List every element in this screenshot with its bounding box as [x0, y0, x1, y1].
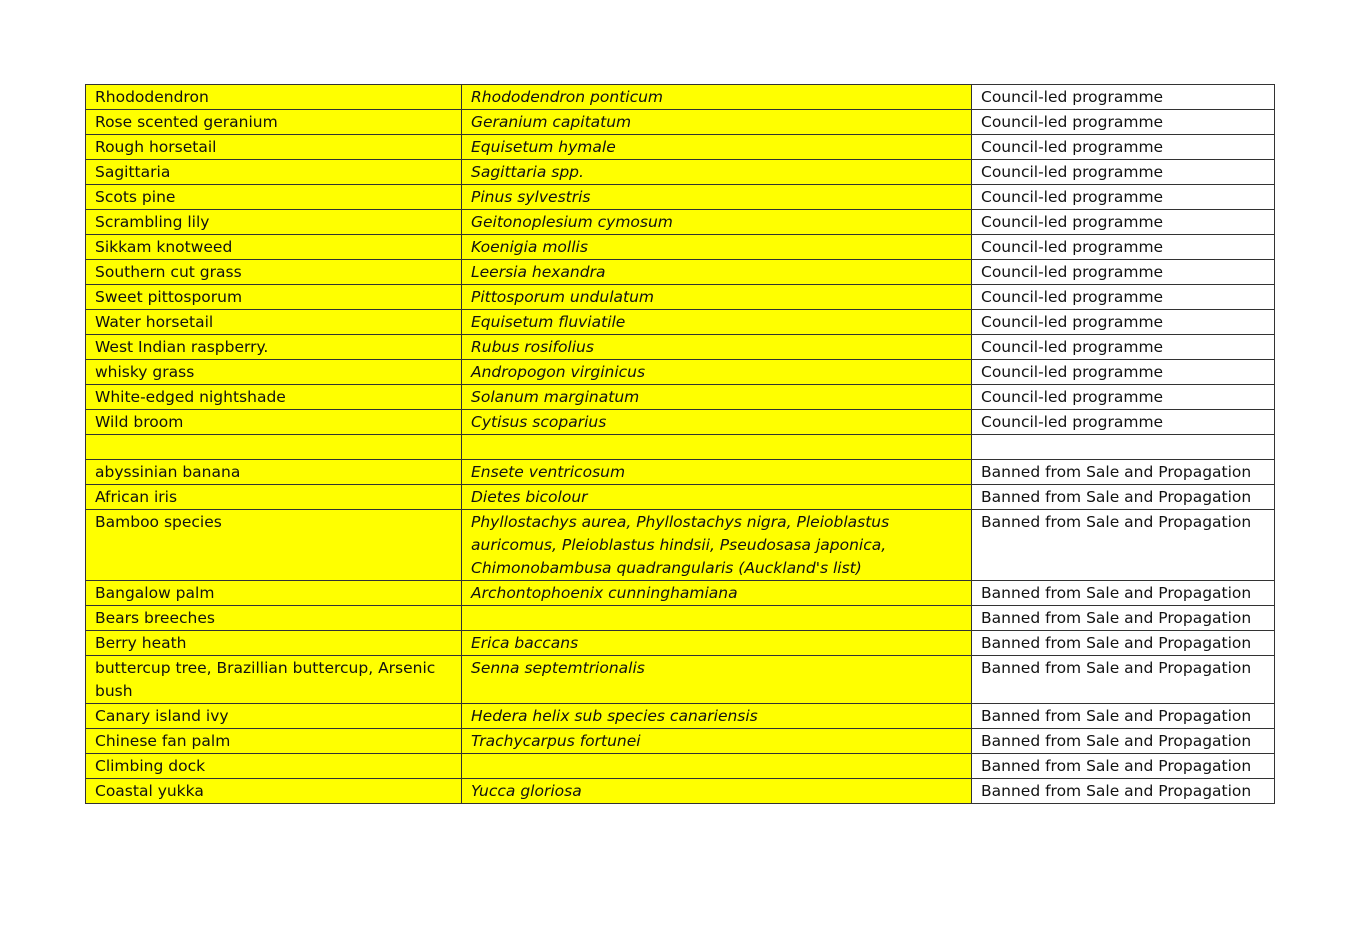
table-row	[86, 160, 1275, 185]
common-name-cell: Berry heath	[86, 631, 462, 656]
scientific-name-cell: Equisetum hymale	[462, 135, 972, 160]
common-name-cell: Sagittaria	[86, 160, 462, 185]
status-cell: Council-led programme	[972, 210, 1275, 235]
status-cell: Banned from Sale and Propagation	[972, 581, 1275, 606]
table-row	[86, 135, 1275, 160]
table-row	[86, 310, 1275, 335]
status-cell: Council-led programme	[972, 85, 1275, 110]
table-row	[86, 460, 1275, 485]
common-name-cell: whisky grass	[86, 360, 462, 385]
status-cell: Council-led programme	[972, 285, 1275, 310]
common-name-cell: abyssinian banana	[86, 460, 462, 485]
common-name-cell: Scrambling lily	[86, 210, 462, 235]
scientific-name-cell: Archontophoenix cunninghamiana	[462, 581, 972, 606]
scientific-name-cell: Ensete ventricosum	[462, 460, 972, 485]
common-name-cell: Sweet pittosporum	[86, 285, 462, 310]
scientific-name-cell: Erica baccans	[462, 631, 972, 656]
scientific-name-cell: Phyllostachys aurea, Phyllostachys nigra, Pleioblastus auricomus, Pleioblastus hindsii, Pseudosasa japonica, Chimonobambusa quadrangularis (Auckland's list)	[462, 510, 972, 581]
table-row	[86, 410, 1275, 435]
table-row	[86, 754, 1275, 779]
scientific-name-cell: Sagittaria spp.	[462, 160, 972, 185]
scientific-name-cell	[462, 435, 972, 460]
common-name-cell: White-edged nightshade	[86, 385, 462, 410]
scientific-name-cell	[462, 606, 972, 631]
status-cell: Council-led programme	[972, 335, 1275, 360]
common-name-cell: African iris	[86, 485, 462, 510]
status-cell: Council-led programme	[972, 310, 1275, 335]
scientific-name-cell: Dietes bicolour	[462, 485, 972, 510]
common-name-cell: Wild broom	[86, 410, 462, 435]
status-cell: Banned from Sale and Propagation	[972, 656, 1275, 704]
status-cell: Council-led programme	[972, 385, 1275, 410]
scientific-name-cell: Solanum marginatum	[462, 385, 972, 410]
table-row	[86, 779, 1275, 804]
status-cell: Banned from Sale and Propagation	[972, 460, 1275, 485]
table-row	[86, 285, 1275, 310]
scientific-name-cell: Cytisus scoparius	[462, 410, 972, 435]
scientific-name-cell: Trachycarpus fortunei	[462, 729, 972, 754]
status-cell: Council-led programme	[972, 260, 1275, 285]
table-row	[86, 110, 1275, 135]
common-name-cell: Scots pine	[86, 185, 462, 210]
scientific-name-cell: Leersia hexandra	[462, 260, 972, 285]
common-name-cell: Sikkam knotweed	[86, 235, 462, 260]
common-name-cell: Bamboo species	[86, 510, 462, 581]
common-name-cell: Rough horsetail	[86, 135, 462, 160]
status-cell: Council-led programme	[972, 185, 1275, 210]
table-row	[86, 335, 1275, 360]
scientific-name-cell: Senna septemtrionalis	[462, 656, 972, 704]
scientific-name-cell: Equisetum fluviatile	[462, 310, 972, 335]
scientific-name-cell: Andropogon virginicus	[462, 360, 972, 385]
table-row	[86, 435, 1275, 460]
status-cell: Banned from Sale and Propagation	[972, 606, 1275, 631]
table-row	[86, 235, 1275, 260]
plant-list-body	[86, 85, 1275, 804]
table-row	[86, 85, 1275, 110]
common-name-cell: Chinese fan palm	[86, 729, 462, 754]
status-cell: Banned from Sale and Propagation	[972, 631, 1275, 656]
status-cell: Banned from Sale and Propagation	[972, 704, 1275, 729]
scientific-name-cell: Hedera helix sub species canariensis	[462, 704, 972, 729]
table-row	[86, 185, 1275, 210]
table-row	[86, 704, 1275, 729]
common-name-cell: Southern cut grass	[86, 260, 462, 285]
table-row	[86, 210, 1275, 235]
table-row	[86, 260, 1275, 285]
common-name-cell: Coastal yukka	[86, 779, 462, 804]
table-row	[86, 656, 1275, 704]
scientific-name-cell: Rhododendron ponticum	[462, 85, 972, 110]
status-cell: Council-led programme	[972, 360, 1275, 385]
status-cell	[972, 435, 1275, 460]
table-row	[86, 606, 1275, 631]
common-name-cell: Canary island ivy	[86, 704, 462, 729]
scientific-name-cell: Pinus sylvestris	[462, 185, 972, 210]
table-row	[86, 581, 1275, 606]
common-name-cell: Bangalow palm	[86, 581, 462, 606]
status-cell: Banned from Sale and Propagation	[972, 510, 1275, 581]
scientific-name-cell: Geranium capitatum	[462, 110, 972, 135]
common-name-cell: West Indian raspberry.	[86, 335, 462, 360]
common-name-cell: Rose scented geranium	[86, 110, 462, 135]
status-cell: Banned from Sale and Propagation	[972, 729, 1275, 754]
status-cell: Banned from Sale and Propagation	[972, 485, 1275, 510]
common-name-cell: Bears breeches	[86, 606, 462, 631]
table-row	[86, 729, 1275, 754]
table-row	[86, 360, 1275, 385]
table-row	[86, 510, 1275, 581]
table-row	[86, 485, 1275, 510]
scientific-name-cell	[462, 754, 972, 779]
scientific-name-cell: Rubus rosifolius	[462, 335, 972, 360]
common-name-cell: Rhododendron	[86, 85, 462, 110]
common-name-cell: Climbing dock	[86, 754, 462, 779]
status-cell: Council-led programme	[972, 135, 1275, 160]
status-cell: Banned from Sale and Propagation	[972, 754, 1275, 779]
plant-list-table	[85, 84, 1275, 804]
scientific-name-cell: Yucca gloriosa	[462, 779, 972, 804]
table-row	[86, 631, 1275, 656]
status-cell: Council-led programme	[972, 110, 1275, 135]
common-name-cell	[86, 435, 462, 460]
scientific-name-cell: Pittosporum undulatum	[462, 285, 972, 310]
table-row	[86, 385, 1275, 410]
status-cell: Banned from Sale and Propagation	[972, 779, 1275, 804]
status-cell: Council-led programme	[972, 160, 1275, 185]
scientific-name-cell: Koenigia mollis	[462, 235, 972, 260]
status-cell: Council-led programme	[972, 410, 1275, 435]
scientific-name-cell: Geitonoplesium cymosum	[462, 210, 972, 235]
common-name-cell: buttercup tree, Brazillian buttercup, Arsenic bush	[86, 656, 462, 704]
common-name-cell: Water horsetail	[86, 310, 462, 335]
status-cell: Council-led programme	[972, 235, 1275, 260]
